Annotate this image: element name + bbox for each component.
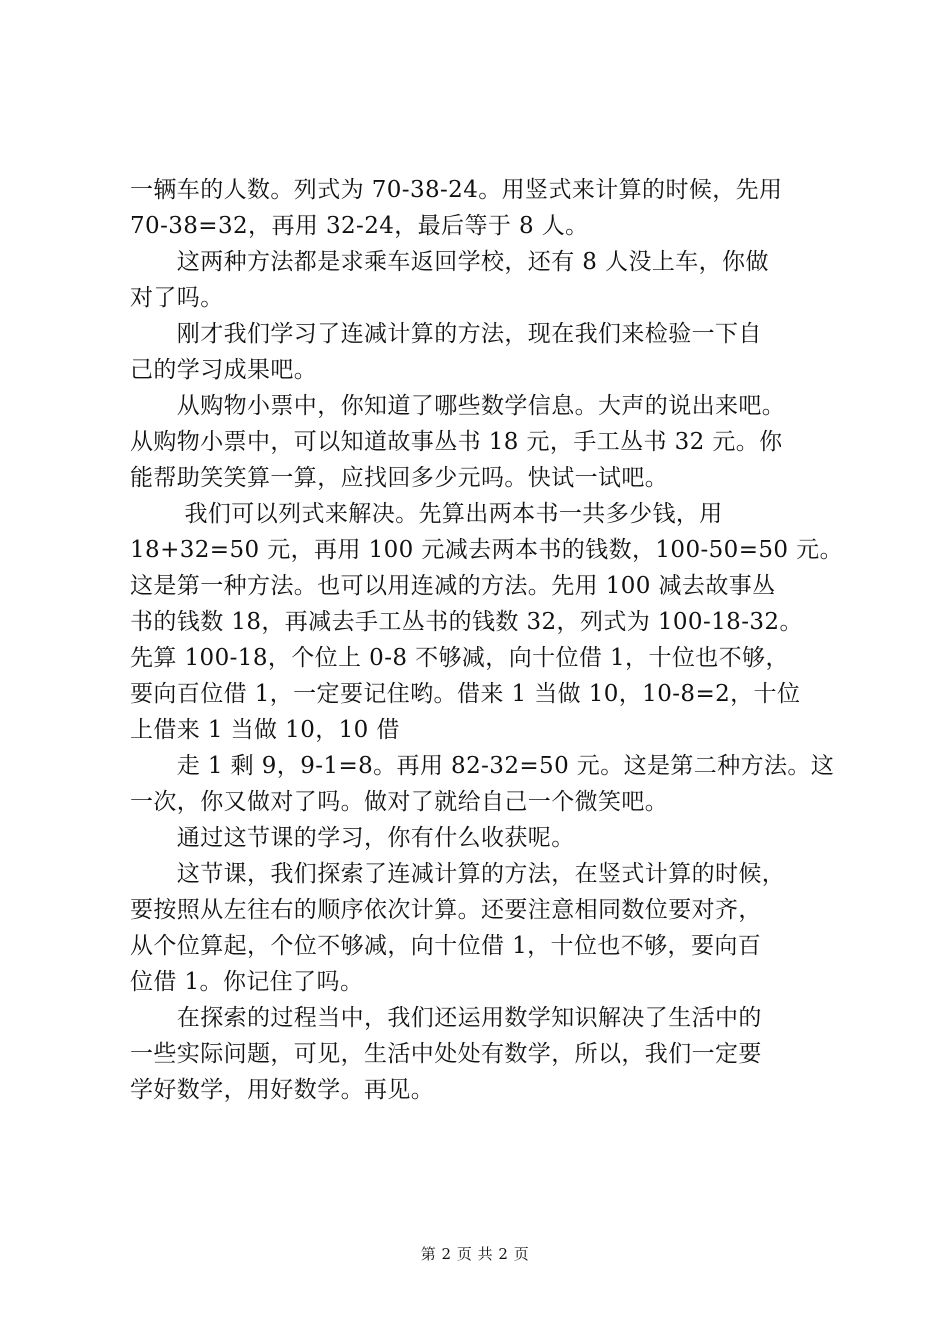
text-line: 能帮助笑笑算一算，应找回多少元吗。快试一试吧。	[130, 465, 669, 491]
text-line: 从购物小票中，你知道了哪些数学信息。大声的说出来吧。	[130, 393, 786, 419]
text-line: 18+32=50 元，再用 100 元减去两本书的钱数，100-50=50 元。	[130, 537, 843, 563]
text-line: 一辆车的人数。列式为 70-38-24。用竖式来计算的时候，先用	[130, 177, 783, 203]
body-text	[130, 172, 842, 1108]
text-line: 70-38=32，再用 32-24，最后等于 8 人。	[130, 213, 589, 239]
text-line: 书的钱数 18，再减去手工丛书的钱数 32，列式为 100-18-32。	[130, 609, 803, 635]
text-line: 对了吗。	[130, 285, 224, 311]
text-line: 这两种方法都是求乘车返回学校，还有 8 人没上车，你做	[130, 249, 769, 275]
text-line: 这节课，我们探索了连减计算的方法，在竖式计算的时候，	[130, 861, 786, 887]
text-line: 一次，你又做对了吗。做对了就给自己一个微笑吧。	[130, 789, 669, 815]
text-line: 己的学习成果吧。	[130, 357, 318, 383]
text-line: 在探索的过程当中，我们还运用数学知识解决了生活中的	[130, 1005, 762, 1031]
text-line: 先算 100-18，个位上 0-8 不够减，向十位借 1，十位也不够，	[130, 645, 789, 671]
text-line: 刚才我们学习了连减计算的方法，现在我们来检验一下自	[130, 321, 762, 347]
text-line: 一些实际问题，可见，生活中处处有数学，所以，我们一定要	[130, 1041, 762, 1067]
text-line: 走 1 剩 9，9-1=8。再用 82-32=50 元。这是第二种方法。这	[130, 753, 835, 779]
page-number-footer: 第 2 页 共 2 页	[420, 1245, 530, 1263]
text-line: 要按照从左往右的顺序依次计算。还要注意相同数位要对齐，	[130, 897, 762, 923]
text-line: 学好数学，用好数学。再见。	[130, 1077, 435, 1103]
text-line: 这是第一种方法。也可以用连减的方法。先用 100 减去故事丛	[130, 573, 776, 599]
text-line: 从个位算起，个位不够减，向十位借 1，十位也不够，要向百	[130, 933, 762, 959]
text-line: 上借来 1 当做 10，10 借	[130, 717, 400, 743]
text-line: 我们可以列式来解决。先算出两本书一共多少钱，用	[130, 501, 723, 527]
text-line: 位借 1。你记住了吗。	[130, 969, 364, 995]
text-line: 要向百位借 1，一定要记住哟。借来 1 当做 10，10-8=2，十位	[130, 681, 801, 707]
text-line: 通过这节课的学习，你有什么收获呢。	[130, 825, 575, 851]
text-line: 从购物小票中，可以知道故事丛书 18 元，手工丛书 32 元。你	[130, 429, 783, 455]
